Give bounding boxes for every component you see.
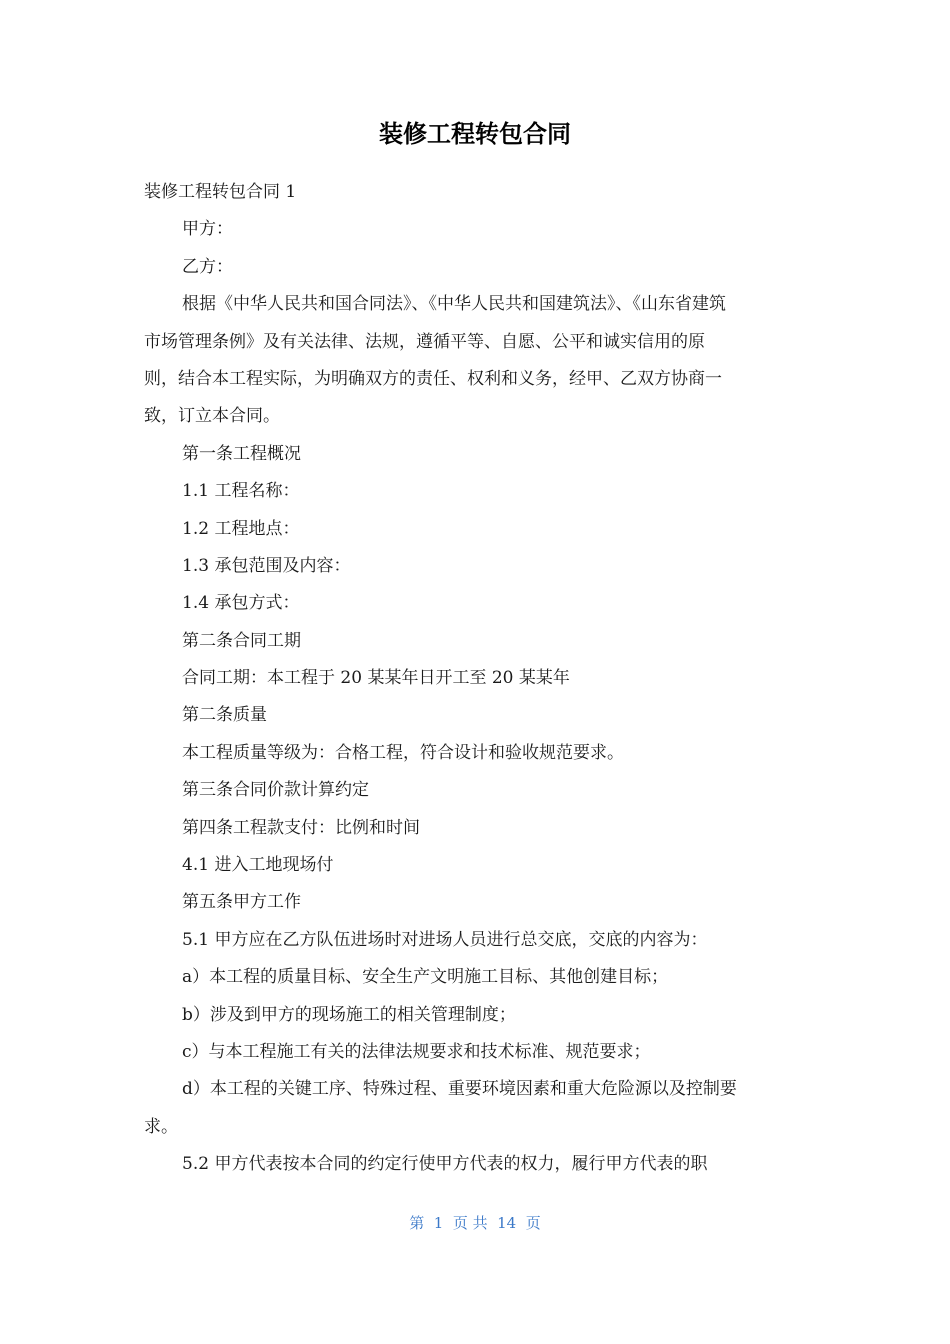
party-a-line: 甲方： <box>182 219 233 240</box>
article-heading: 第五条甲方工作 <box>182 892 301 913</box>
clause-line: 4.1 进入工地现场付 <box>182 855 334 876</box>
clause-line: 1.2 工程地点： <box>182 518 300 539</box>
preamble-line: 则，结合本工程实际，为明确双方的责任、权利和义务，经甲、乙双方协商一 <box>144 368 722 389</box>
list-item: c）与本工程施工有关的法律法规要求和技术标准、规范要求； <box>182 1041 651 1062</box>
list-item: b）涉及到甲方的现场施工的相关管理制度； <box>182 1004 516 1025</box>
party-b-line: 乙方： <box>182 256 233 277</box>
preamble-line: 致，订立本合同。 <box>144 406 280 427</box>
list-item: d）本工程的关键工序、特殊过程、重要环境因素和重大危险源以及控制要 <box>182 1079 737 1100</box>
clause-line: 合同工期：本工程于 20 某某年日开工至 20 某某年 <box>182 668 570 689</box>
section-heading: 装修工程转包合同 1 <box>144 182 297 202</box>
document-body <box>144 174 814 1184</box>
article-heading: 第二条合同工期 <box>182 630 301 651</box>
clause-line: 5.1 甲方应在乙方队伍进场时对进场人员进行总交底，交底的内容为： <box>182 929 708 950</box>
article-heading: 第二条质量 <box>182 705 267 726</box>
list-item-continuation: 求。 <box>144 1116 178 1137</box>
preamble-line: 根据《中华人民共和国合同法》、《中华人民共和国建筑法》、《山东省建筑 <box>182 294 726 315</box>
page-footer: 第 1 页 共 14 页 <box>409 1214 541 1232</box>
document-title: 装修工程转包合同 <box>379 120 571 148</box>
clause-line: 本工程质量等级为：合格工程，符合设计和验收规范要求。 <box>182 742 624 763</box>
clause-line: 1.1 工程名称： <box>182 481 300 502</box>
article-heading: 第三条合同价款计算约定 <box>182 780 369 801</box>
list-item: a）本工程的质量目标、安全生产文明施工目标、其他创建目标； <box>182 967 669 988</box>
clause-line: 1.4 承包方式： <box>182 593 300 614</box>
clause-line: 1.3 承包范围及内容： <box>182 555 351 576</box>
article-heading: 第一条工程概况 <box>182 443 301 464</box>
clause-line: 5.2 甲方代表按本合同的约定行使甲方代表的权力，履行甲方代表的职 <box>182 1154 708 1175</box>
article-heading: 第四条工程款支付：比例和时间 <box>182 817 420 838</box>
preamble-line: 市场管理条例》及有关法律、法规，遵循平等、自愿、公平和诚实信用的原 <box>144 331 705 352</box>
